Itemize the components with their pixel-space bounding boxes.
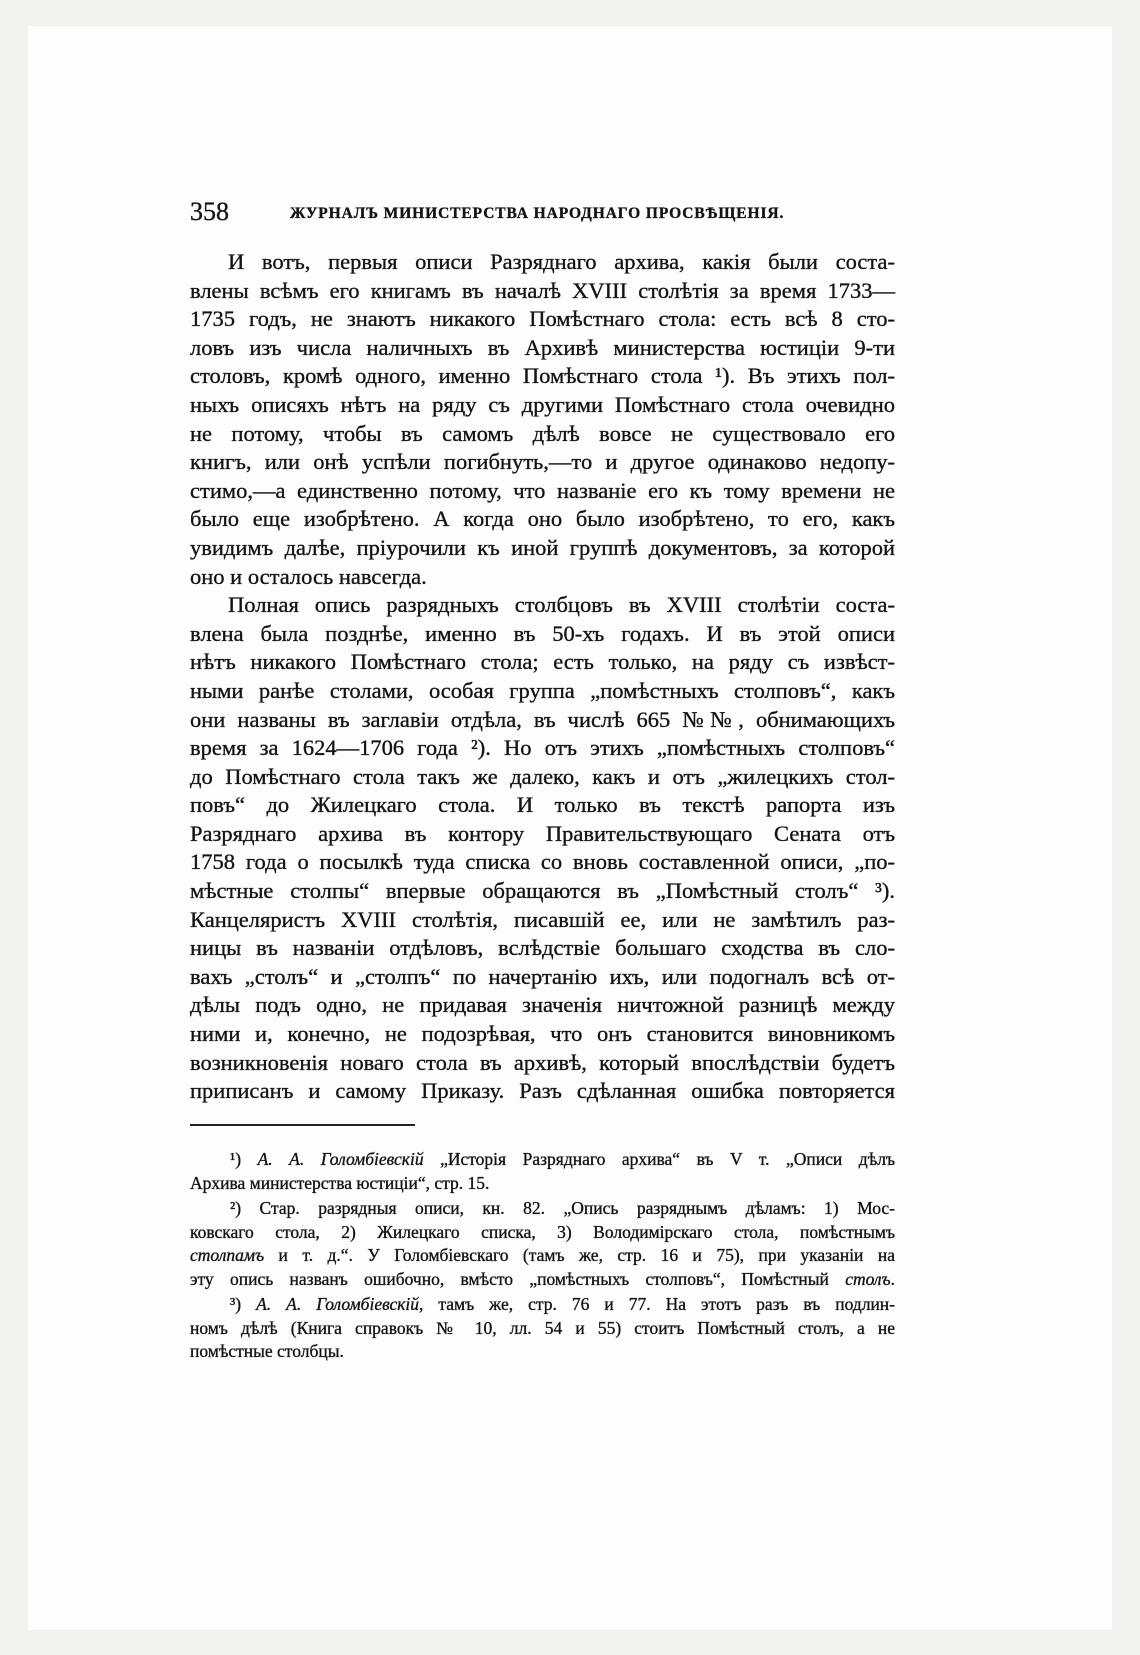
footnote-text: ковскаго стола, 2) Жилецкаго списка, 3) Володимірскаго стола, помѣстнымъ (190, 1221, 895, 1242)
text-line: Разряднаго архива въ контору Правительствующаго Сената отъ (190, 820, 895, 846)
text-line: дѣлы подъ одно, не придавая значенія ничтожной разницѣ между (190, 992, 895, 1018)
italic-term: столпамъ (190, 1245, 265, 1265)
text-line: ными ранѣе столами, особая группа „помѣстныхъ столповъ“, какъ (190, 677, 895, 703)
footnote-text: . (890, 1268, 895, 1289)
main-text (190, 248, 895, 1106)
text-line: ныхъ описяхъ нѣтъ на ряду съ другими Помѣстнаго стола очевидно (190, 391, 895, 417)
text-line: столовъ, кромѣ одного, именно Помѣстнаго стола ¹). Въ этихъ пол- (190, 363, 895, 389)
footnote-line (190, 1340, 895, 1364)
text-line: Полная опись разрядныхъ столбцовъ въ XVIII столѣтіи соста- (228, 592, 895, 618)
text-line: не потому, чтобы въ самомъ дѣлѣ вовсе не существовало его (190, 420, 895, 446)
text-line: ницы въ названіи отдѣловъ, вслѣдствіе большаго сходства въ сло- (190, 935, 895, 961)
footnote-1 (190, 1148, 895, 1195)
footnote-line (190, 1244, 895, 1268)
author-name: А. А. Голомбіевскій (257, 1149, 424, 1169)
footnote-text: и т. д.“. У Голомбіевскаго (тамъ же, стр. 16 и 75), при указаніи на (264, 1245, 895, 1265)
footnote-rule (190, 1124, 415, 1126)
paragraph-2 (190, 591, 895, 1106)
text-line: возникновенія новаго стола въ архивѣ, который впослѣдствіи будетъ (190, 1049, 895, 1075)
footnote-text: помѣстные столбцы. (190, 1341, 344, 1361)
footnote-2 (190, 1197, 895, 1291)
text-line: 1758 года о посылкѣ туда списка со вновь составленной описи, „по- (190, 849, 895, 875)
footnote-text: Архива министерства юстиціи“, стр. 15. (190, 1172, 490, 1193)
author-name: А. А. Голомбіевскій (256, 1294, 420, 1314)
text-line: было еще изобрѣтено. А когда оно было изобрѣтено, то его, какъ (190, 506, 895, 532)
text-line: ними и, конечно, не подозрѣвая, что онъ становится виновникомъ (190, 1021, 895, 1047)
text-line: увидимъ далѣе, пріурочили къ иной группѣ документовъ, за которой (190, 534, 895, 560)
footnote-text: номъ дѣлѣ (Книга справокъ № 10, лл. 54 и 55) стоитъ Помѣстный столъ, а не (190, 1317, 895, 1338)
text-line: до Помѣстнаго стола такъ же далеко, какъ и отъ „жилецкихъ стол- (190, 763, 895, 789)
text-line: оно и осталось навсегда. (190, 563, 427, 589)
text-line: вахъ „столъ“ и „столпъ“ по начертанію ихъ, или подогналъ всѣ от- (190, 963, 895, 989)
footnote-line (190, 1148, 895, 1172)
italic-term: столъ (845, 1268, 891, 1289)
footnote-line (190, 1268, 895, 1292)
footnote-3 (190, 1293, 895, 1364)
footnote-line (190, 1293, 895, 1317)
text-line: нѣтъ никакого Помѣстнаго стола; есть только, на ряду съ извѣст- (190, 649, 895, 675)
text-line: И вотъ, первыя описи Разряднаго архива, какія были соста- (228, 249, 895, 274)
paragraph-1 (190, 248, 895, 591)
footnote-line (190, 1172, 895, 1196)
footnote-marker: ¹) (230, 1149, 258, 1169)
footnote-marker: ³) (230, 1294, 257, 1314)
footnote-text: эту опись названъ ошибочно, вмѣсто „помѣстныхъ столповъ“, Помѣстный (190, 1268, 846, 1289)
text-line: время за 1624—1706 года ²). Но отъ этихъ „помѣстныхъ столповъ“ (190, 735, 895, 761)
text-line: Канцеляристъ XVIII столѣтія, писавшій ее, или не замѣтилъ раз- (190, 906, 895, 932)
text-line: повъ“ до Жилецкаго стола. И только въ текстѣ рапорта изъ (190, 792, 895, 818)
text-line: стимо,—а единственно потому, что названіе его къ тому времени не (190, 477, 895, 503)
running-header (190, 194, 895, 230)
footnote-text: „Исторія Разряднаго архива“ въ V т. „Описи дѣлъ (423, 1149, 895, 1169)
text-line: ловъ изъ числа наличныхъ въ Архивѣ министерства юстиціи 9-ти (190, 334, 895, 360)
text-line: приписанъ и самому Приказу. Разъ сдѣланная ошибка повторяется (190, 1078, 895, 1104)
footnote-line (190, 1317, 895, 1341)
footnote-text: ²) Стар. разрядныя описи, кн. 82. „Опись разряднымъ дѣламъ: 1) Мос- (230, 1198, 895, 1218)
page-number: 358 (190, 197, 229, 226)
text-line: 1735 годъ, не знаютъ никакого Помѣстнаго стола: есть всѣ 8 сто- (190, 306, 895, 332)
footnote-line (190, 1221, 895, 1245)
footnote-line (190, 1197, 895, 1221)
footnotes (190, 1148, 895, 1366)
journal-title: ЖУРНАЛЪ МИНИСТЕРСТВА НАРОДНАГО ПРОСВѢЩЕНІЯ. (290, 205, 785, 222)
text-line: мѣстные столпы“ впервые обращаются въ „Помѣстный столъ“ ³). (190, 878, 895, 904)
text-line: книгъ, или онѣ успѣли погибнуть,—то и другое одинаково недопу- (190, 449, 895, 475)
footnote-text: , тамъ же, стр. 76 и 77. На этотъ разъ въ подлин- (419, 1294, 896, 1314)
text-line: влена была позднѣе, именно въ 50-хъ годахъ. И въ этой описи (190, 620, 895, 646)
text-line: они названы въ заглавіи отдѣла, въ числѣ 665 №№, обнимающихъ (190, 706, 895, 732)
text-line: влены всѣмъ его книгамъ въ началѣ XVIII столѣтія за время 1733— (190, 277, 895, 303)
